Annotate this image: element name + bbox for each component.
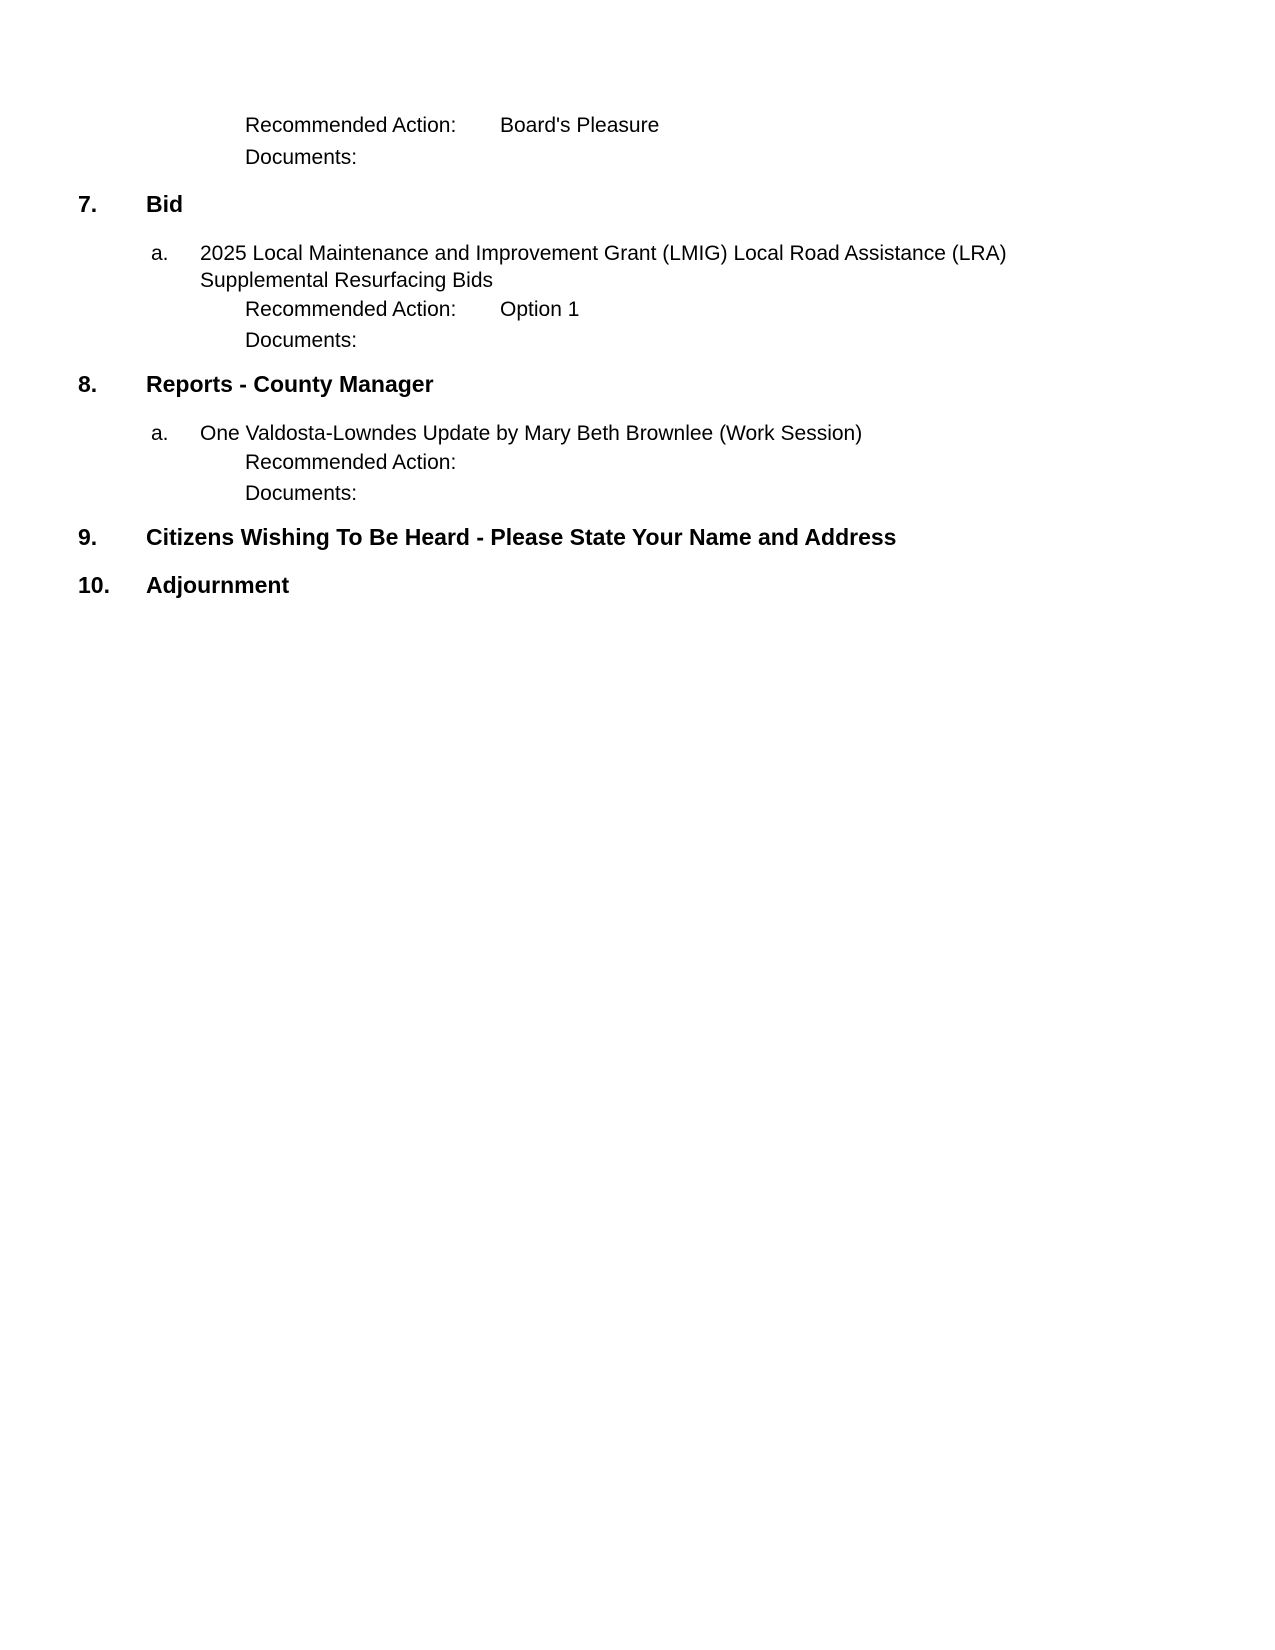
section-heading-7 bbox=[0, 191, 1275, 219]
recommended-action-row bbox=[245, 113, 659, 138]
section-number: 8. bbox=[78, 371, 98, 397]
section-number: 10. bbox=[78, 572, 110, 598]
item-title: One Valdosta-Lowndes Update by Mary Beth Brownlee (Work Session) bbox=[200, 422, 863, 445]
recommended-action-row bbox=[245, 450, 500, 475]
section-number: 7. bbox=[78, 191, 98, 217]
section-title: Adjournment bbox=[146, 572, 290, 598]
item-letter: a. bbox=[151, 422, 169, 445]
item-letter: a. bbox=[151, 242, 169, 265]
section-heading-10 bbox=[0, 572, 1275, 600]
recommended-action-row bbox=[245, 297, 579, 322]
recommended-action-value: Option 1 bbox=[500, 298, 580, 321]
item-title: 2025 Local Maintenance and Improvement Grant (LMIG) Local Road Assistance (LRA) Supplemental Resurfacing Bids bbox=[200, 242, 1007, 292]
documents-label: Documents: bbox=[245, 329, 358, 352]
documents-label: Documents: bbox=[245, 146, 358, 169]
documents-row bbox=[245, 481, 500, 506]
recommended-action-label: Recommended Action: bbox=[245, 298, 457, 321]
documents-label: Documents: bbox=[245, 482, 358, 505]
recommended-action-label: Recommended Action: bbox=[245, 114, 457, 137]
documents-row bbox=[245, 328, 500, 353]
recommended-action-value: Board's Pleasure bbox=[500, 114, 660, 137]
documents-row bbox=[245, 145, 500, 170]
section-heading-8 bbox=[0, 371, 1275, 399]
section-number: 9. bbox=[78, 524, 98, 550]
recommended-action-label: Recommended Action: bbox=[245, 451, 457, 474]
section-heading-9 bbox=[0, 524, 1275, 552]
section-title: Citizens Wishing To Be Heard - Please State Your Name and Address bbox=[146, 524, 897, 550]
section-title: Reports - County Manager bbox=[146, 371, 434, 397]
section-title: Bid bbox=[146, 191, 184, 217]
